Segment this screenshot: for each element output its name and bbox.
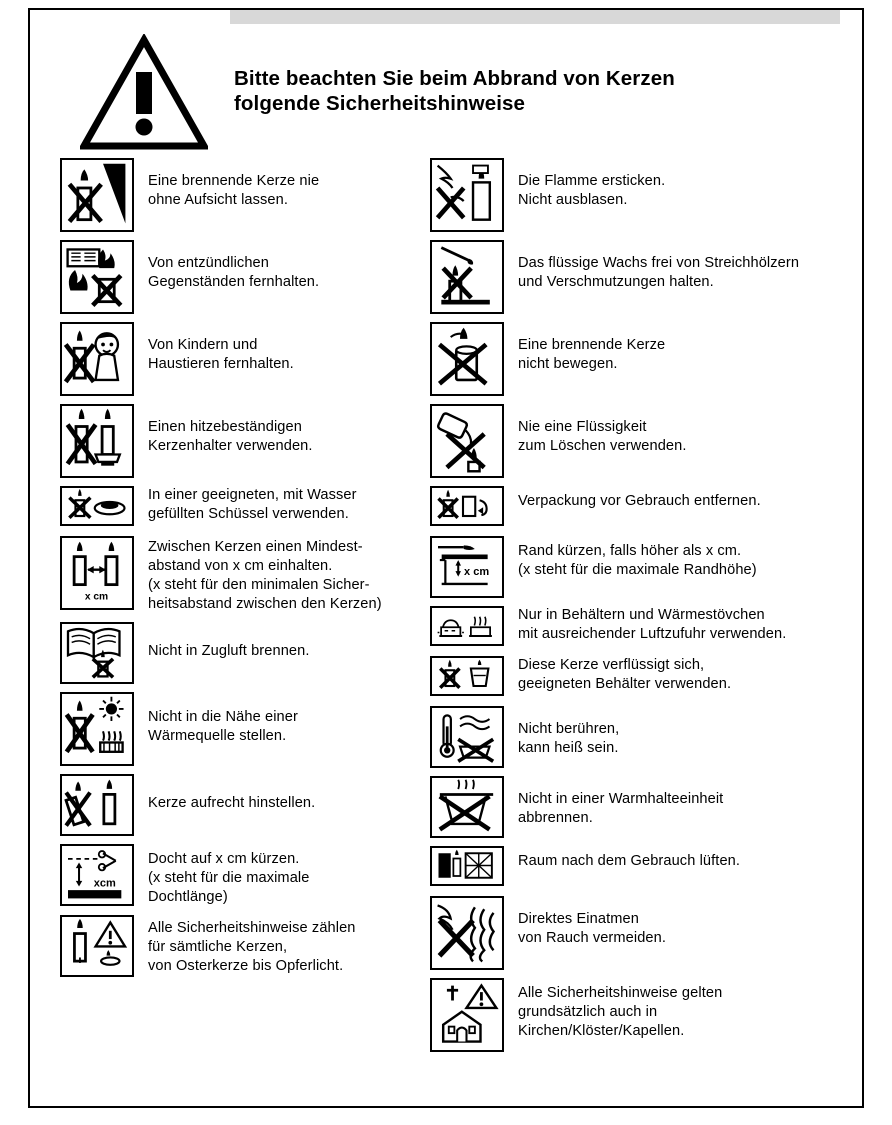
snuff-flame-not-blow-icon <box>430 158 504 232</box>
safety-item <box>430 158 850 232</box>
safety-item-text: Docht auf x cm kürzen. (x steht für die maximale Dochtlänge) <box>148 851 310 905</box>
page-frame <box>28 8 864 1108</box>
minimum-distance-x-cm-icon <box>60 536 134 610</box>
document-header <box>52 26 842 148</box>
avoid-smoke-inhalation-icon <box>430 896 504 970</box>
trim-rim-x-cm-icon <box>430 536 504 598</box>
safety-item-text: Verpackung vor Gebrauch entfernen. <box>518 493 761 509</box>
no-liquid-to-extinguish-icon <box>430 404 504 478</box>
safety-item-text: Raum nach dem Gebrauch lüften. <box>518 853 741 869</box>
safety-item <box>60 692 450 766</box>
safety-item-text: Nicht in einer Warmhalteeinheit abbrennen. <box>518 791 724 826</box>
safety-item-text: Nicht berühren, kann heiß sein. <box>518 721 620 756</box>
safety-item <box>60 486 450 526</box>
safety-item <box>60 404 450 478</box>
svg-text:x cm: x cm <box>84 591 109 603</box>
candle-upright-icon <box>60 774 134 836</box>
use-in-containers-warmers-icon <box>430 606 504 646</box>
safety-item-text: In einer geeigneten, mit Wasser gefüllten Schüssel verwenden. <box>148 487 357 522</box>
safety-item-text: Nur in Behältern und Wärmestövchen mit ausreichender Luftzufuhr verwenden. <box>518 607 787 642</box>
safety-item <box>430 846 850 886</box>
svg-text:x cm: x cm <box>464 565 490 578</box>
safety-item <box>430 322 850 396</box>
safety-item <box>60 844 450 907</box>
safety-item-text: Die Flamme ersticken. Nicht ausblasen. <box>518 173 666 208</box>
all-candles-apply-icon <box>60 915 134 977</box>
safety-item <box>60 536 450 614</box>
candle-liquefies-container-icon <box>430 656 504 696</box>
no-heat-source-icon <box>60 692 134 766</box>
ventilate-room-icon <box>430 846 504 886</box>
children-pets-prohibited-icon <box>60 322 134 396</box>
do-not-touch-hot-icon <box>430 706 504 768</box>
page-title-line2: folgende Sicherheitshinweise <box>234 92 526 115</box>
page-title-line1: Bitte beachten Sie beim Abbrand von Kerzen <box>234 67 675 90</box>
remove-packaging-icon <box>430 486 504 526</box>
safety-item-text: Direktes Einatmen von Rauch vermeiden. <box>518 911 667 946</box>
do-not-move-burning-candle-icon <box>430 322 504 396</box>
page-title <box>234 66 834 116</box>
safety-item <box>430 706 850 768</box>
safety-item <box>430 978 850 1052</box>
safety-item <box>430 486 850 526</box>
safety-item-text: Zwischen Kerzen einen Mindest- abstand von x cm einhalten. (x steht für den minimalen Sicher- heitsabstand zwischen den Kerzen) <box>148 539 382 612</box>
safety-item <box>430 240 850 314</box>
applies-to-churches-icon <box>430 978 504 1052</box>
safety-item <box>430 606 850 646</box>
safety-item-text: Alle Sicherheitshinweise zählen für sämtliche Kerzen, von Osterkerze bis Opferlicht. <box>148 920 356 974</box>
safety-item-text: Von entzündlichen Gegenständen fernhalten. <box>148 255 320 290</box>
right-column <box>430 158 850 1060</box>
safety-item <box>60 322 450 396</box>
safety-item <box>430 404 850 478</box>
warning-triangle-exclamation-icon <box>80 34 208 150</box>
svg-text:xcm: xcm <box>93 877 116 890</box>
safety-item-text: Rand kürzen, falls höher als x cm. (x steht für die maximale Randhöhe) <box>518 543 757 578</box>
safety-item <box>60 915 450 977</box>
safety-item <box>430 896 850 970</box>
safety-item <box>430 776 850 838</box>
candle-unattended-prohibited-icon <box>60 158 134 232</box>
safety-item-text: Einen hitzebeständigen Kerzenhalter verwenden. <box>148 419 313 454</box>
safety-item-text: Nie eine Flüssigkeit zum Löschen verwenden. <box>518 419 687 454</box>
safety-item <box>60 774 450 836</box>
safety-item-text: Das flüssige Wachs frei von Streichhölzern und Verschmutzungen halten. <box>518 255 800 290</box>
safety-item-text: Nicht in die Nähe einer Wärmequelle stellen. <box>148 709 298 744</box>
safety-item-text: Kerze aufrecht hinstellen. <box>148 795 316 811</box>
safety-item-text: Von Kindern und Haustieren fernhalten. <box>148 337 294 372</box>
safety-item-text: Alle Sicherheitshinweise gelten grundsätzlich auch in Kirchen/Klöster/Kapellen. <box>518 985 723 1039</box>
keep-wax-free-of-matches-icon <box>430 240 504 314</box>
no-warming-unit-icon <box>430 776 504 838</box>
safety-item <box>430 536 850 598</box>
heat-resistant-candleholder-icon <box>60 404 134 478</box>
safety-item-text: Eine brennende Kerze nie ohne Aufsicht lassen. <box>148 173 320 208</box>
safety-item <box>60 240 450 314</box>
no-draught-icon <box>60 622 134 684</box>
safety-item-text: Nicht in Zugluft brennen. <box>148 643 310 659</box>
safety-item <box>60 158 450 232</box>
safety-item <box>430 656 850 696</box>
safety-item <box>60 622 450 684</box>
scan-artifact <box>230 10 840 24</box>
safety-item-text: Eine brennende Kerze nicht bewegen. <box>518 337 666 372</box>
safety-item-text: Diese Kerze verflüssigt sich, geeigneten Behälter verwenden. <box>518 657 732 692</box>
trim-wick-x-cm-icon <box>60 844 134 906</box>
left-column <box>60 158 450 985</box>
flammable-objects-prohibited-icon <box>60 240 134 314</box>
water-filled-bowl-icon <box>60 486 134 526</box>
